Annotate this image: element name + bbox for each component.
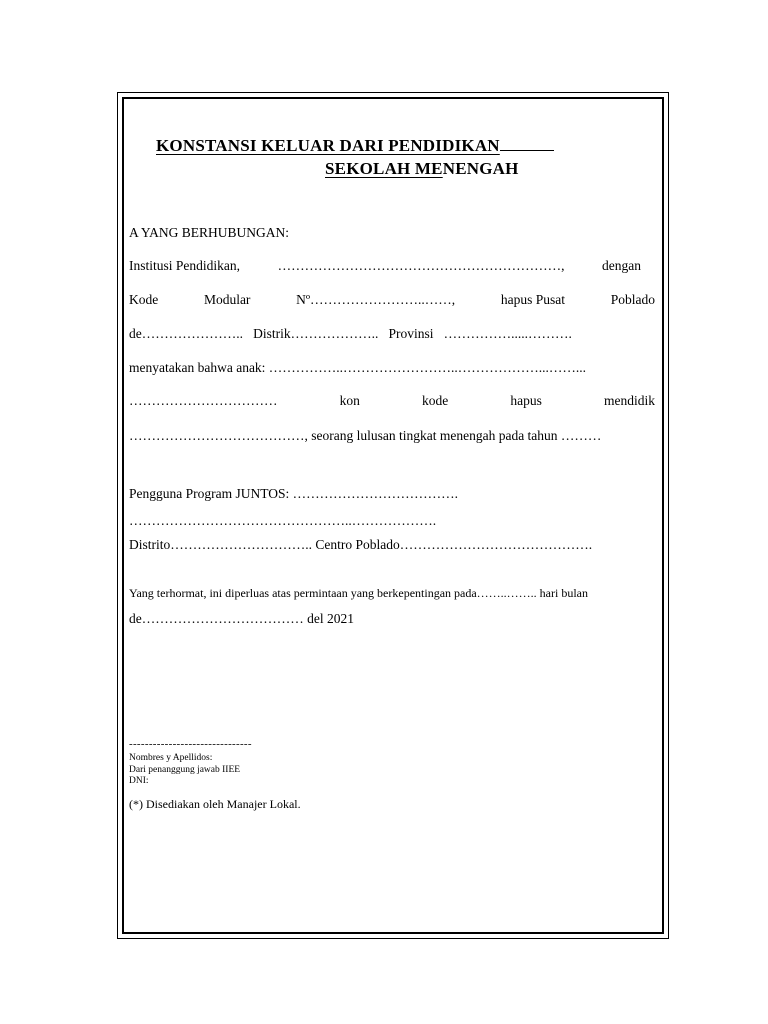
row-lulusan: …………………………………, seorang lulusan tingkat menengah pada tahun ………: [129, 428, 602, 443]
juntos-line-2: …………………………………………..……………….: [129, 513, 437, 528]
signature-line: -------------------------------: [129, 738, 252, 750]
modular-word: Modular: [203, 292, 251, 307]
kode-word: Kode: [129, 292, 159, 307]
signature-responsible: Dari penanggung jawab IIEE: [129, 765, 241, 775]
institusi-end: dengan: [602, 258, 641, 273]
title-underline-extension: [500, 149, 554, 151]
institusi-label: Institusi Pendidikan,: [129, 258, 240, 273]
signature-names: Nombres y Apellidos:: [129, 753, 213, 763]
pusat-word: hapus Pusat: [500, 292, 565, 307]
row-kode: [129, 292, 655, 308]
kon-word: kon: [339, 393, 360, 408]
footnote: (*) Disediakan oleh Manajer Lokal.: [129, 797, 301, 811]
title-line-2: [325, 159, 519, 179]
poblado-word: Poblado: [610, 292, 655, 307]
title-line-1: KONSTANSI KELUAR DARI PENDIDIKAN: [156, 136, 554, 156]
row-kon: [129, 393, 655, 409]
date-line: de……………………………… del 2021: [129, 611, 354, 626]
row-institusi: [129, 258, 641, 274]
mendidik-word: mendidik: [604, 393, 655, 408]
signature-dni: DNI:: [129, 776, 149, 786]
provinsi-word: Provinsi: [388, 326, 434, 341]
nomor-blank: Nº……………………..……,: [296, 292, 456, 307]
de-blank: de…………………..: [129, 326, 243, 341]
hapus-word: hapus: [510, 393, 542, 408]
juntos-label: Pengguna Program JUNTOS: ……………………………….: [129, 486, 458, 501]
row-distrik: [129, 326, 572, 342]
title-line-2-rest: NENGAH: [442, 159, 519, 178]
distrito-line: Distrito………………………….. Centro Poblado…………………………………….: [129, 537, 593, 552]
request-line: Yang terhormat, ini diperluas atas permintaan yang berkepentingan pada……..…….. hari bulan: [129, 586, 588, 600]
kon-blank: ……………………………: [129, 393, 278, 408]
title-line-2-underlined: SEKOLAH ME: [325, 159, 443, 178]
provinsi-blank: …………….....……….: [443, 326, 572, 341]
kode-word-2: kode: [422, 393, 449, 408]
institusi-blank: ………………………………………………………,: [277, 258, 565, 273]
distrik-blank: Distrik………………..: [253, 326, 379, 341]
row-anak: menyatakan bahwa anak: ……………..……………………..………………...……...: [129, 360, 587, 375]
addressee: A YANG BERHUBUNGAN:: [129, 225, 290, 240]
